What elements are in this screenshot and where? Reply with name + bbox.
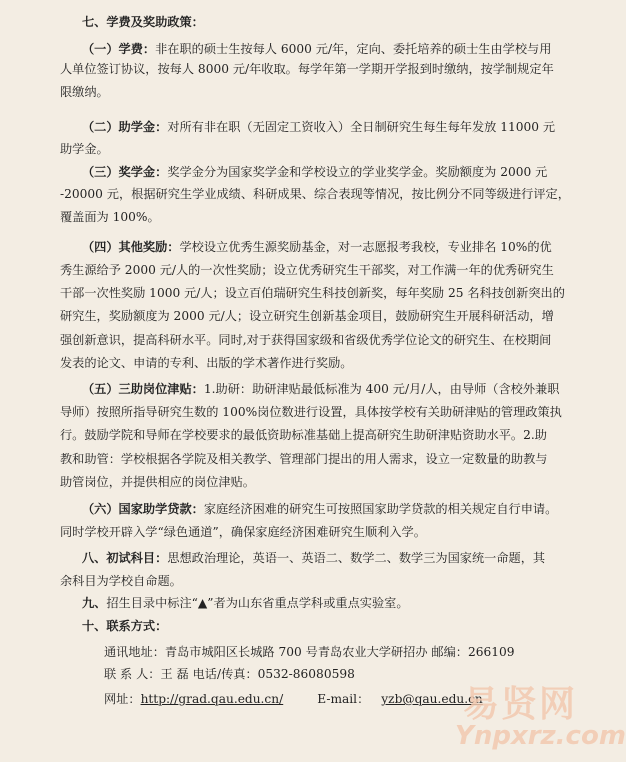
loan-line-1 xyxy=(82,500,557,518)
other-line-2: 秀生源给予 2000 元/人的一次性奖励；设立优秀研究生干部奖，对工作满一年的优秀研究生 xyxy=(60,263,554,277)
section-8-label: 八、初试科目： xyxy=(82,551,168,565)
other-text-1: 学校设立优秀生源奖励基金，对一志愿报考我校，专业排名 10%的优 xyxy=(179,240,552,254)
post-line-3: 行。鼓励学院和导师在学校要求的最低资助标准基础上提高研究生助研津贴资助水平。2.助 xyxy=(60,428,547,442)
other-line-5: 强创新意识，提高科研水平。同时,对于获得国家级和省级优秀学位论文的研究生、在校期间 xyxy=(60,333,552,347)
schol-line-1 xyxy=(82,163,547,181)
email-link[interactable]: yzb@qau.edu.cn xyxy=(381,692,483,706)
grant-text-1: 对所有非在职（无固定工资收入）全日制研究生每生每年发放 11000 元 xyxy=(167,120,556,134)
email-label: E-mail： xyxy=(317,692,370,706)
schol-text-1: 奖学金分为国家奖学金和学校设立的学业奖学金。奖励额度为 2000 元 xyxy=(167,165,548,179)
loan-label: （六）国家助学贷款： xyxy=(82,502,204,516)
grant-label: （二）助学金： xyxy=(82,120,168,134)
section-10-heading: 十、联系方式： xyxy=(82,619,168,633)
other-line-1 xyxy=(82,238,552,256)
fee-text-1: 非在职的硕士生按每人 6000 元/年，定向、委托培养的硕士生由学校与用 xyxy=(155,42,552,56)
watermark-cn: 易贤网 xyxy=(462,684,577,725)
web-link[interactable]: http://grad.qau.edu.cn/ xyxy=(140,692,284,706)
post-text-1: 1.助研：助研津贴最低标准为 400 元/月/人，由导师（含校外兼职 xyxy=(203,382,560,396)
fee-line-2: 人单位签订协议，按每人 8000 元/年收取。每学年第一学期开学报到时缴纳，按学制规定年 xyxy=(60,62,554,76)
post-line-2: 导师）按照所指导研究生数的 100%岗位数进行设置，具体按学校有关助研津贴的管理政策执 xyxy=(60,405,562,419)
contact-address: 通讯地址：青岛市城阳区长城路 700 号青岛农业大学研招办 邮编：266109 xyxy=(104,645,515,659)
post-line-1 xyxy=(82,380,559,398)
watermark-en: Ynpxrz.com xyxy=(455,721,626,751)
fee-line-1 xyxy=(82,40,551,58)
section-8-text-1: 思想政治理论，英语一、英语二、数学二、数学三为国家统一命题，其 xyxy=(167,551,546,565)
section-7-heading: 七、学费及奖助政策： xyxy=(82,15,204,29)
section-9-text: 招生目录中标注“▲”者为山东省重点学科或重点实验室。 xyxy=(106,596,409,610)
grant-line-2: 助学金。 xyxy=(60,142,109,156)
loan-line-2: 同时学校开辟入学“绿色通道”，确保家庭经济困难研究生顺利入学。 xyxy=(60,525,426,539)
other-label: （四）其他奖励： xyxy=(82,240,180,254)
web-label: 网址： xyxy=(104,692,141,706)
fee-label: （一）学费： xyxy=(82,42,156,56)
post-line-5: 助管岗位，并提供相应的岗位津贴。 xyxy=(60,475,255,489)
contact-person-phone: 联 系 人：王 磊 电话/传真：0532-86080598 xyxy=(104,667,355,681)
grant-line-1 xyxy=(82,118,555,136)
section-8-line-2: 余科目为学校自命题。 xyxy=(60,574,182,588)
schol-line-3: 覆盖面为 100%。 xyxy=(60,210,160,224)
other-line-4: 研究生，奖励额度为 2000 元/人；设立研究生创新基金项目，鼓励研究生开展科研活动，增 xyxy=(60,309,554,323)
post-label: （五）三助岗位津贴： xyxy=(82,382,204,396)
schol-label: （三）奖学金： xyxy=(82,165,168,179)
contact-web-email xyxy=(104,690,483,708)
section-9-line xyxy=(82,594,409,612)
section-9-label: 九、 xyxy=(82,596,107,610)
site-watermark xyxy=(455,676,626,751)
loan-text-1: 家庭经济困难的研究生可按照国家助学贷款的相关规定自行申请。 xyxy=(203,502,558,516)
section-8-line-1 xyxy=(82,549,545,567)
fee-line-3: 限缴纳。 xyxy=(60,85,109,99)
post-line-4: 教和助管：学校根据各学院及相关教学、管理部门提出的用人需求，设立一定数量的助教与 xyxy=(60,452,548,466)
other-line-3: 干部一次性奖励 1000 元/人；设立百伯瑞研究生科技创新奖，每年奖励 25 名科技创新突出的 xyxy=(60,286,565,300)
other-line-6: 发表的论文、申请的专利、出版的学术著作进行奖励。 xyxy=(60,356,353,370)
schol-line-2: -20000 元，根据研究生学业成绩、科研成果、综合表现等情况，按比例分不同等级进行评定， xyxy=(60,187,570,201)
